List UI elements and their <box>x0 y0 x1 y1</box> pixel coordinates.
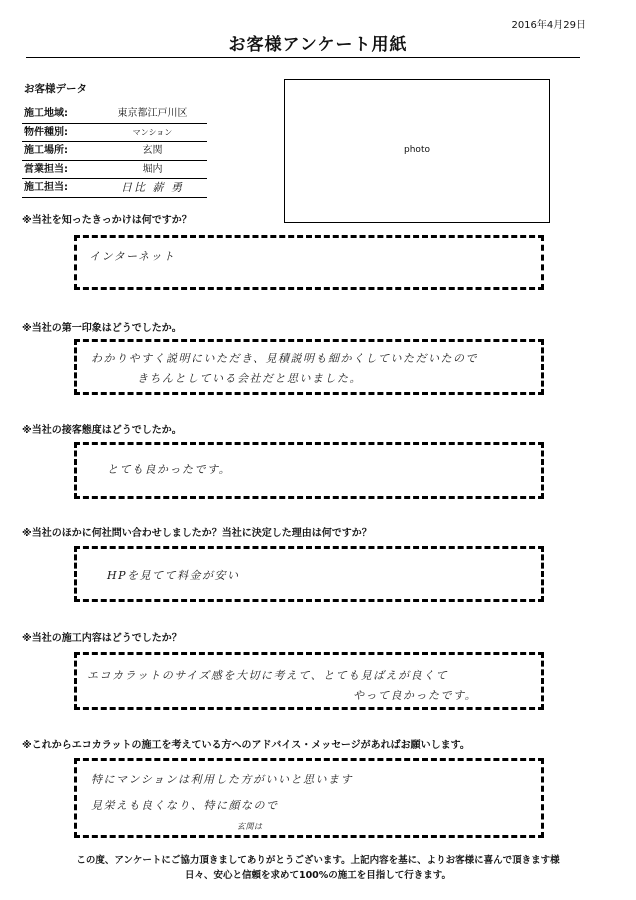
question-5: ※当社の施工内容はどうでしたか？ <box>22 633 182 644</box>
info-value: 玄関 <box>142 145 163 156</box>
answer-6-line-1: 特にマンションは利用した方がいいと思います <box>91 773 354 786</box>
answer-box-3 <box>74 442 544 499</box>
answer-box-5 <box>74 652 544 710</box>
question-3: ※当社の接客態度はどうでしたか。 <box>22 425 182 436</box>
answer-5-line-1: エコカラットのサイズ感を大切に考えて、とても見ばえが良くて <box>87 669 449 682</box>
info-value-handwritten: 日比 薪 勇 <box>121 181 184 194</box>
info-label: 物件種別: <box>24 126 68 138</box>
page-title: お客様アンケート用紙 <box>228 35 408 55</box>
info-row-area <box>22 105 207 124</box>
answer-1-line-1: インターネット <box>89 250 176 263</box>
footer-line-1: この度、アンケートにご協力頂きましてありがとうございます。上記内容を基に、よりお客様に喜んで頂きます様 <box>76 855 560 866</box>
info-row-location <box>22 142 207 161</box>
customer-info-table <box>22 105 207 198</box>
footer-line-2: 日々、安心と信頼を求めて100%の施工を目指して行きます。 <box>184 870 452 881</box>
answer-box-1 <box>74 235 544 290</box>
answer-box-4 <box>74 546 544 602</box>
info-row-sales-rep <box>22 161 207 180</box>
info-label: 施工地域: <box>24 108 68 119</box>
answer-3-line-1: とても良かったです。 <box>107 463 232 476</box>
survey-date: 2016年4月29日 <box>511 20 586 31</box>
answer-6-line-2: 見栄えも良くなり、特に顔なので <box>91 799 279 812</box>
answer-2-line-2: きちんとしている会社だと思いました。 <box>137 372 362 385</box>
info-value: 堀内 <box>142 163 163 175</box>
question-4: ※当社のほかに何社問い合わせしましたか？当社に決定した理由は何ですか？ <box>22 528 372 539</box>
question-1: ※当社を知ったきっかけは何ですか？ <box>22 215 192 226</box>
info-label: 施工場所: <box>24 145 68 156</box>
customer-data-heading: お客様データ <box>24 83 87 95</box>
photo-label: photo <box>404 145 430 155</box>
answer-box-6 <box>74 758 544 838</box>
answer-6-insert-note: 玄関は <box>237 822 263 831</box>
info-label: 施工担当: <box>24 182 68 193</box>
info-row-installer <box>22 179 207 198</box>
answer-4-line-1: HPを見てて料金が安い <box>107 569 240 582</box>
title-divider <box>26 57 580 58</box>
info-value: マンション <box>132 127 173 137</box>
answer-2-line-1: わかりやすく説明にいただき、見積説明も細かくしていただいたので <box>91 352 479 365</box>
info-value: 東京都江戸川区 <box>117 108 188 119</box>
info-label: 営業担当: <box>24 163 68 175</box>
photo-placeholder <box>284 79 550 223</box>
info-row-property-type <box>22 124 207 143</box>
footer-message <box>0 853 636 883</box>
question-2: ※当社の第一印象はどうでしたか。 <box>22 323 182 334</box>
answer-box-2 <box>74 339 544 395</box>
answer-5-line-2: やって良かったです。 <box>353 689 478 702</box>
question-6: ※これからエコカラットの施工を考えている方へのアドバイス・メッセージがあればお願いします。 <box>22 740 470 751</box>
